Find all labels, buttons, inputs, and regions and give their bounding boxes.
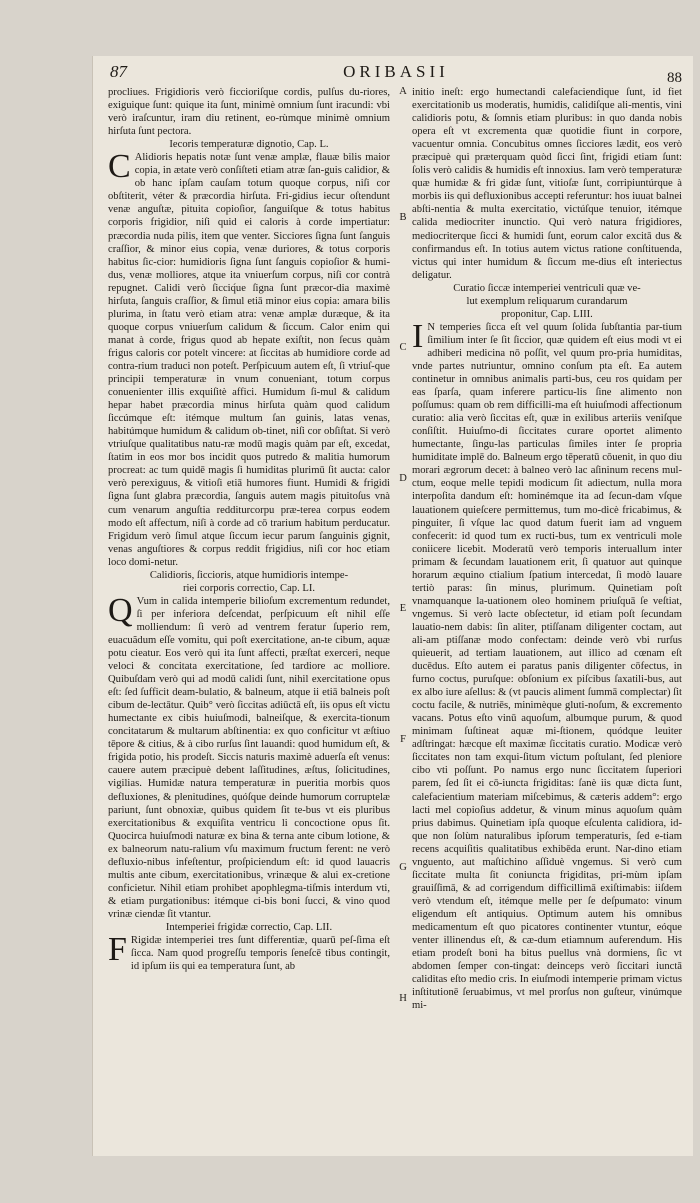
chapter-51-body: Vum in calida intemperie bilioſum excrementum redundet, ſi per inferiora deſcendat, perſpicuum eſt nihil eſſe molliendum: ſi verò ad ventrem feratur ſuperio rem, euacuãdum eſſe vomitu, qui poſt exercitatione, an-te cibum, aquæ potu cieatur. Eos verò qui ita ſunt affecti, præſtat exerceri, neque veloci & concitata exercitatione, ſed tardiore ac molliore. Quibuſdam verò qui ad modū calidi ſunt, nihil exercitatione opus eſt: ſed ſufficit deam-bulatio, & balneum, atque ii etiā balneis poſt cibum de-lectātur. Quib° verò ſiccitas adiūctā eſt, iis opus eſt victu humectante ex cibis huiuſmodi, balneiſque, & exercita-tionum concitatarum & multarum abſtinentia: ex quo conficitur vt æſtiuo tēpore & citius, & à cibo rurſus ſint lauandi: quod humidum eſt, & frigida potio, his prodeſt. Siccis naturis maximè aduerſa eſt venus: cauere autem præcipuè debent laſſitudines, æſtus, ſolicitudines, vigilias. Humidæ natura temperaturæ in pueritia morbis quos defluxiones, & plenitudines, quóſque deinde humorum corruptelæ pariunt, ſunt obnoxiæ, quibus quidem ſit te-bus vt eis pluribus exercitationibus & exquiſita ventricu li concoctione opus ſit. Quocirca huiuſmodi naturæ ex bina & terna ante cibum lotione, & ex balneorum natu-ralium vſu maximum fructum ferent: ne verò defluxio-nibus infeſtentur, proſpiciendum eſt: id quod lauacris multis ante cibum, exercitationibus, vrinæque & alui ex-cretione conficietur. Nihil etiam prohibet apophlegma-tiſmis interdum vti, & etiam purgationibus: itémque ci-bis boni ſucci, & vino quod vrinæ ciendæ ſit vtantur. — [108, 595, 390, 920]
margin-letter-d: D — [399, 473, 407, 484]
page-number-left: 87 — [110, 62, 127, 81]
chapter-50-text — [108, 148, 390, 569]
chapter-52-text — [108, 931, 390, 973]
drop-cap-q: Q — [108, 591, 133, 629]
chapter-heading-52: Intemperiei frigidæ correctio, Cap. LII. — [165, 922, 333, 933]
margin-letter-g: G — [399, 862, 407, 873]
drop-cap-f: F — [108, 931, 127, 969]
margin-letter-b: B — [399, 212, 407, 223]
margin-letter-f: F — [400, 734, 406, 745]
margin-letter-c: C — [399, 342, 407, 353]
chapter-50-body: Alidioris hepatis notæ ſunt venæ amplæ, flauæ bilis maior copia, in ætate verò conſiſteti etiam atræ ſan-guis calidior, & ob hanc ipſam cauſam totum quoque corpus, niſi cor obſtiterit, véter & præcordia hirſuta. Fri-gidius iecur oſtendunt venæ anguſtæ, pituita copioſior, ſanguiſque & totus habitus corporis frigidior, niſi quid ei caloris à corde impertiatur: præcordia nuda pilis, item que venter. Sicciores ſigna ſunt ſanguis craſſior, & minor eius copia, venæ duriores, & totus corporis habitus ſic-cior: humidioris ſigna ſunt ſanguis copioſior & humi-dus, venæ molliores, atque ita vniuerſum corpus, niſi cor contrà repugnet. Calidi verò ſicciq́ue ſigna ſunt præcor-dia maximè hirſuta, ſanguis craſſior, & ſimul etiā minor eius copia: amara bilis plurima, in ſtatu verò etiam atra: venæ amplæ duræque, & ita quoque corpus vniuerſum calidum & ſiccum. Calor enim qui manat à corde, frigus quod ab hepate exiſtit, non ſecus quàm frigus caloris cor potelt vincere: at ſiccitas ab humidiore corde ad contra-rium traduci non poteſt. Perſpicuum autem eſt, ſi vtriuſ-que principii temperaturæ in vnum conueniant, totum corpus conuenienter illis exquiſitè affici. Humidum ſi-mul & calidum hepar habet præcordia minus hirſuta quàm quod calidum ſiccúmque eſt: itémque multum ſan guinis, latas venas, habitúmque humidum & calidum ob-tinet, niſi cor obſiſtat. Si verò vtriuſque qualitatibus natu-ræ modū magis quàm par eſt, excedat, ſtatim in eos mor bos incidit quos putredo & malitia humorum procreat: ac tum quidē magis ſi humiditas plurimū ſit aucta: calor verò perexiguus, & vitioſi etiā humores fiunt. Humidi & frigidi ſigna ſunt glabra præcordia, ſanguis autem magis pituitoſus vnà cum venarum anguſtia redditurcorpu præ-terea corpus eodem modo eſt affectum, niſi à corde ad cō trarium habitum perducatur. Frigidum verò ſimul atque ſiccum iecur parum ſanguinis gignit, venas anguſtiores & corpus reddit frigidius, niſi cor hoc etiam loco domi-netur. — [108, 152, 390, 568]
chapter-heading-53-line1: Curatio ſiccæ intemperiei ventriculi quæ ve- — [453, 282, 641, 294]
margin-letter-a: A — [399, 86, 407, 97]
chapter-heading-51-line2: riei corporis correctio, Cap. LI. — [182, 582, 316, 594]
chapter-heading-51-line1: Calidioris, ſiccioris, atque humidioris intempe- — [149, 569, 349, 581]
chapter-heading-50: Iecoris temperaturæ dignotio, Cap. L. — [169, 139, 329, 151]
left-intro-paragraph: procliues. Frigidioris verò ficcioriſque cordis, pulſus du-riores, exiguique ſunt: quique ita ſunt, minimè omnium ſunt iracundi: vbi verò iraſcuntur, iram diu retinent, eo-rùmque minimè omnium hirſuta ſunt pectora. — [108, 87, 390, 138]
left-column — [108, 86, 390, 1146]
chapter-53-text — [412, 317, 682, 1012]
chapter-heading-53-line2: lut exemplum reliquarum curandarum — [466, 295, 628, 307]
page-number-right: 88 — [667, 70, 682, 86]
chapter-heading-53-line3: proponitur, Cap. LIII. — [501, 308, 593, 320]
chapter-51-text — [108, 591, 390, 921]
right-column — [412, 86, 682, 1146]
chapter-52-body: Rigidæ intemperiei tres ſunt differentiæ, quarū peſ-ſima eſt ſicca. Nam quod progreſſu temporis ſeneſcē tibus contingit, id ipſum iis qui ea temperatura ſunt, ab — [130, 935, 390, 973]
drop-cap-c: C — [108, 148, 131, 186]
margin-letter-e: E — [399, 603, 407, 614]
chapter-53-body: N temperies ſicca eſt vel quum ſolida ſubſtantia par-tium ſimilium inter ſe ſit ſiccior, quæ quidem eſt eius modi vt ei adhiberi medicina nō poſſit, vel quum pro-pria humiditas, vnde partes nutriuntur, omnino conſum pta eſt. Ea autem continetur in omnibus animalis parti-bus, ceu ros quidam per eas ſparſa, quam inferere particu-lis ſine alimento non poſſumus: quam ob rem difficilli-ma eſt huiuſmodi affectionum curatio: alia verò ſiccitas eſt, quæ in exilibus arteriis veniſque conſiſtit. Huiuſmo-di ſiccitates curare oportet alimento humectante, ſingu-las particulas ſimiles inter ſe propria humiditate implē do. Balneum ergo tēperatū cōuenit, in quo diu morari ægrorum decet: à balneo verò lac aſininum recens mul-ctum, eoque melle tepidi modicum ſit adiectum, nulla mora interpoſita dandum eſt: hominémque ita ad ſecun-dam vſque lauationem quieſcere permittemus, tum mo-dicè fricabimus, & pinguiter, ſi vſque lac quod datum fuerit iam ad vnguem confecerit: id quod tum ex ructi-bus, tum ex ventriculi mole coniicere licebit. Moderatū verò temporis interuallum inter primam & ſecundam lauationem erit, ſi quatuor aut quinque horarum æquino ctialium ſpatium intercedat, ſi modò lauare tertiò paras: ſin minus, plurimum. Quinetiam poſt vnamquanque la-uationem oleo hominem priuſquā ſe veſtiat, vngemus. Si verò lacte obſectetur, id etiam poſt ſecundam lauatio-nem dabis: ſin aliter, ptiſſanam diligenter coctam, aut ali-am ptiſſanæ modo confectam: deinde verò vbi rurſus quieuerit, ad tertiam lauationem, aut illico ad cœnam eſt ducēdus. Eſto autem ei paratus panis diligenter cōfectus, in furno coctus, puruſque: obſonium ex piſcibus ſaxatili-bus, aut ex albo iure aſellus: & (vt paucis aliment ſummā complectar) ſit coctu facile, & nutriēs, minimèque gluti-noſum, & excremento vacans. Potus eſto vinū aquoſum, albumque purum, & quod minimam ſuſtineat aquæ mi-ſtionem, quódque leuiter adſtringat: hæcque eſt maximæ ſiccitatis curatio. Modicæ verò ſiccitates non tam exqui-ſitum victum poſtulant, ſed pleniore cibo vti poſſunt. Po namus ergo nunc ſiccitatem ſuperiori parem, ſed ſit ei cō-iuncta frigiditas: ſanè iis quæ dicta ſunt, calefacientium materiam miſcebimus, & cæteris addem°: ergo lacti mel copioſius addetur, & vinum minus aquoſum quàm prius dabimus. Quinetiam ipſa quoque eſculenta calidiora, id-que non ſolùm naturalibus ipſorum temperaturis, ſed e-tiam recens acquiſitis qualitatibus exhibēda erunt. Nar-dino etiam vnguento, aut maſtichino aſſiduè vngemus. Si verò cum ſiccitate multa ſit coniuncta frigiditas, pri-mùm ipſam grauiſſimā, & ad corrigendum difficillimā exiſtimabis: iiſdem verò vtendum eſt, itémque melle per ſe deſpumato: vinum eligendum eſt antiquius. Optimum autem his omnibus medicamentum eſt quo picatores continenter vtuntur, eóque venter illinendus eſt, & cæ-dum etiamnum auferendum. His etiam prodeſt boni ha bitus puellus vnà dormiens, ſic vt abdomen ſemper con-tingat: deinceps verò ſiccitari iunctā caliditas eſto medio cris. In eiuſmodi intemperie primam victus inſtitutionē ſeruabimus, vt mel prorſus non guſteur, vinúmque mi- — [412, 321, 682, 1012]
page-header — [110, 62, 682, 84]
drop-cap-i: I — [412, 317, 424, 355]
right-intro-paragraph: initio ineſt: ergo humectandi calefaciendique ſunt, id fiet exercitationib us moderatis, humidis, calidiſque ali-mentis, vini calidioris potu, & ſomnis etiam pluribus: in quo danda nobis opera eſt vt excrementa quæ quotidie fiunt in corpore, vacuentur omnia. Concubitus omnes ſicciores lædit, eos verò præcipuè qui præterquam quòd ſicci ſint, frigidi etiam ſunt: ſolis verò calidis & humidis eſt innoxius. Iam verò temperaturæ quæ humidæ & fri gidæ ſunt, vitioſæ ſunt, corripiuntúrque à morbis iis qui defluxionibus accepti referuntur: hos iuuat balnei abſti-nentia & multa exercitatio, victúſque tenuior, itémque calida mediocriter inunctio. Qui verò natura frigidiores, mediocriterque ſicci & humidi ſunt, eorum calor excitā dus & confirmandus eſt. In totius autem victus ratione conſtituenda, victus qui inter humidum & ſiccum me-dius eſt interiectus deligatur. — [412, 87, 682, 281]
margin-letter-h: H — [399, 993, 407, 1004]
running-title: ORIBASII — [343, 62, 449, 81]
